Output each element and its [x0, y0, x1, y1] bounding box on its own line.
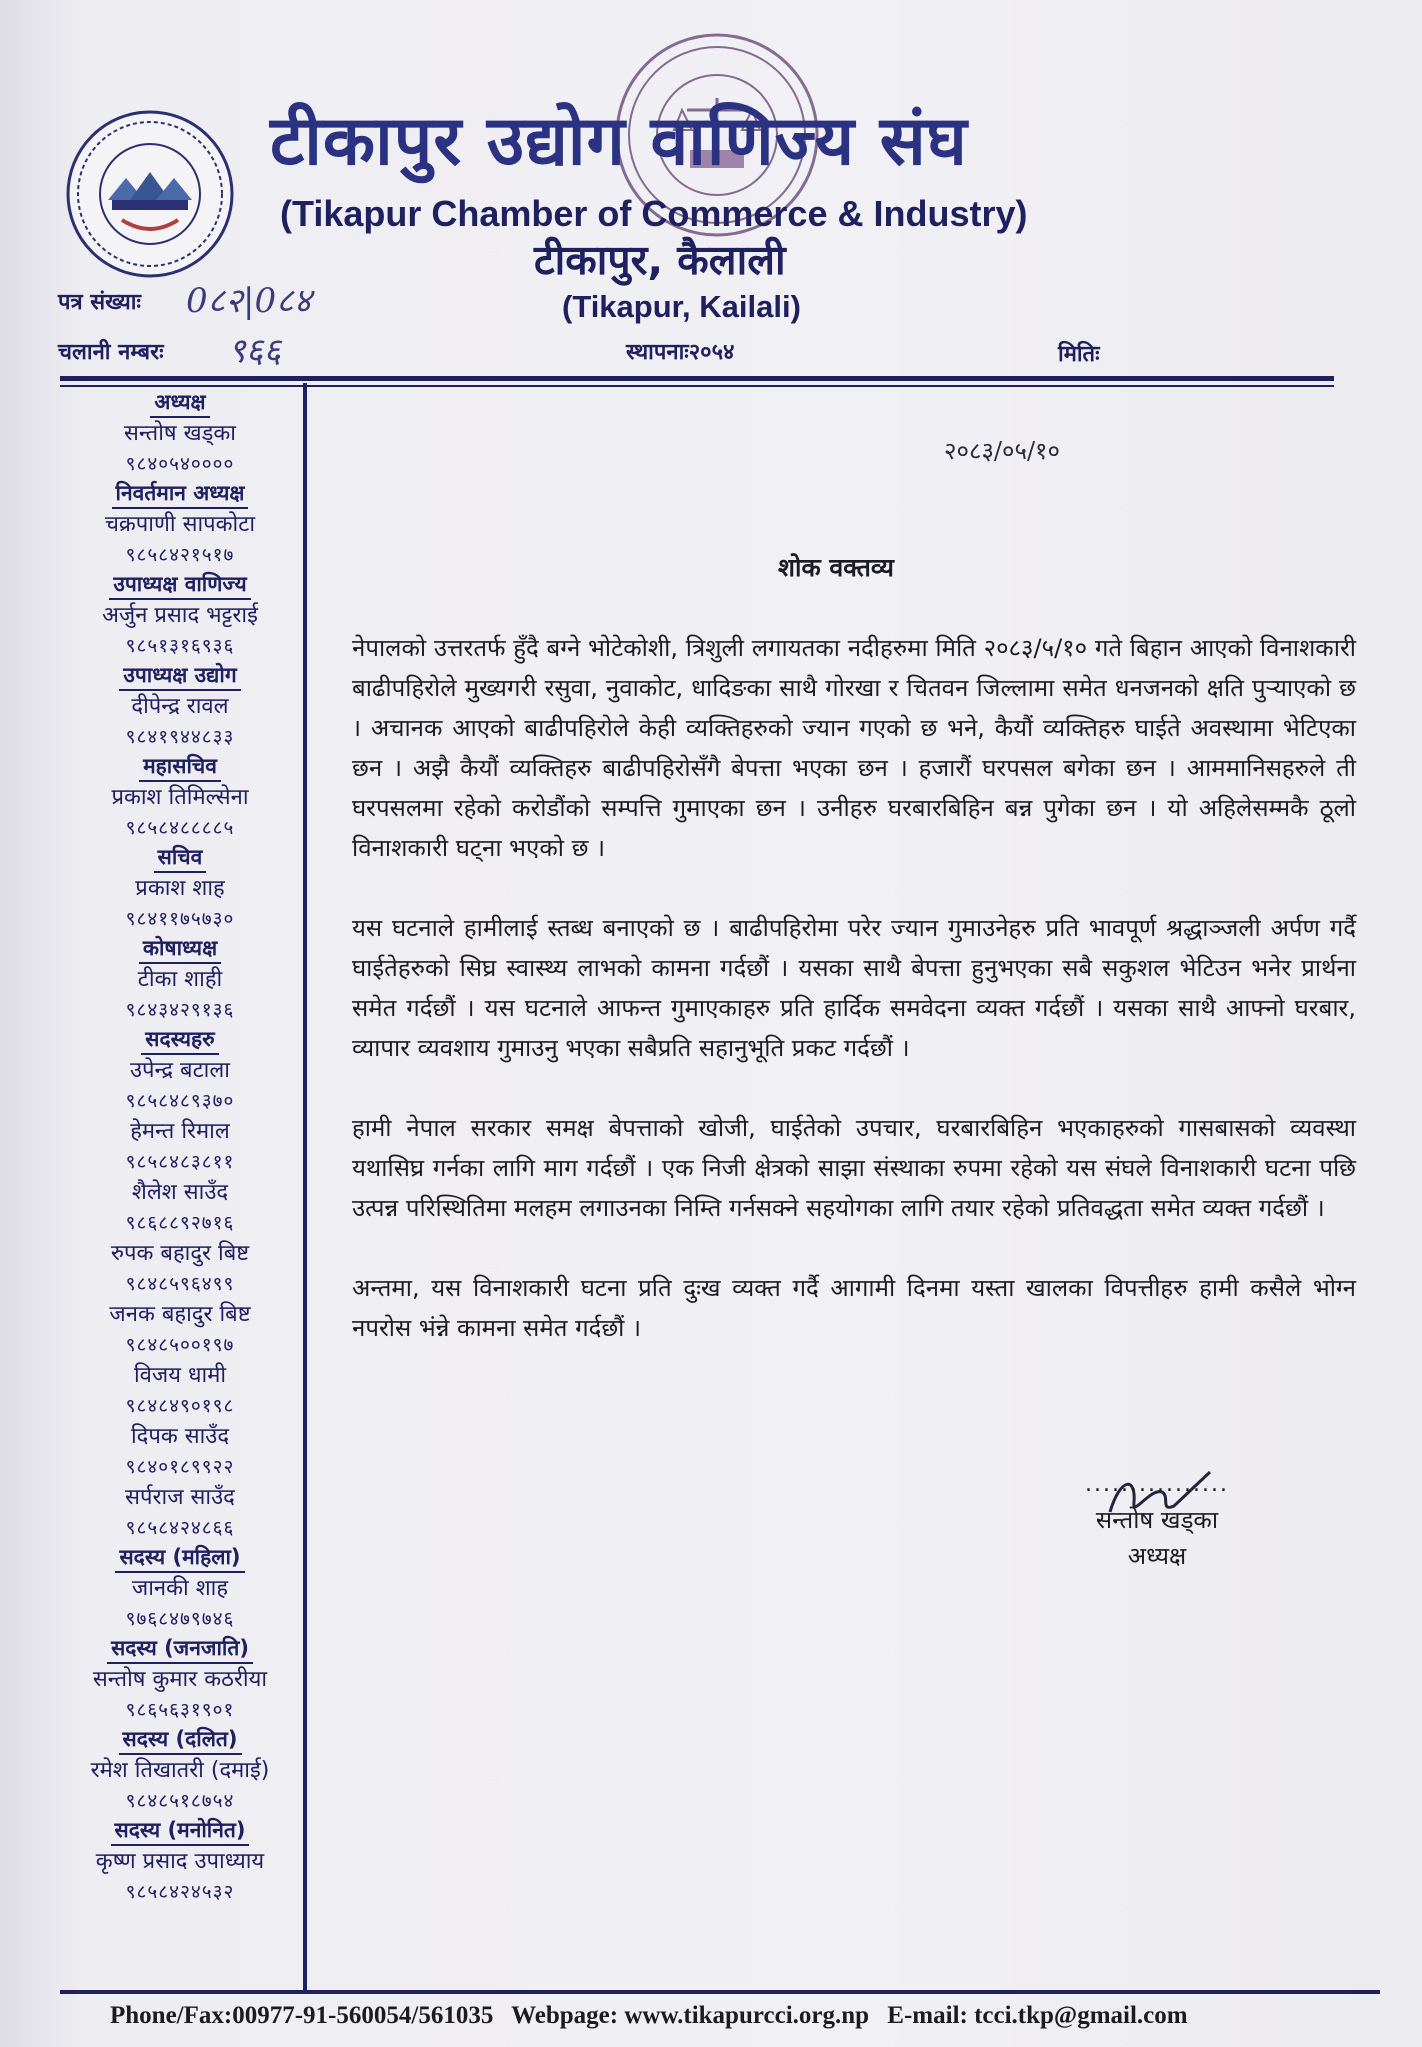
committee-role-title: महासचिव [139, 752, 221, 782]
signature-line: ................ [1085, 1472, 1229, 1497]
committee-member-name: जनक बहादुर बिष्ट [109, 1302, 251, 1327]
committee-member-phone: ९७६८४७९७४६ [125, 1608, 235, 1630]
letter-number-label: पत्र संख्याः [58, 290, 141, 315]
committee-member-name: रमेश तिखातरी (दमाई) [90, 1758, 270, 1783]
organization-name-nepali: टीकापुर उद्योग वाणिज्य संघ [270, 102, 968, 181]
committee-member-name: शैलेश साउँद [131, 1180, 229, 1205]
committee-role-title: सदस्य (महिला) [115, 1543, 244, 1573]
dispatch-number-value: ९६६ [228, 331, 282, 371]
committee-member-phone: ९८४३४२९१३६ [125, 999, 235, 1021]
signature-block [1062, 1468, 1252, 1574]
committee-group [60, 479, 300, 570]
signatory-name: सन्तोष खड्का [1095, 1506, 1219, 1534]
committee-group [60, 843, 300, 934]
left-seal-icon [64, 108, 236, 280]
committee-member-phone: ९८४११७५७३० [125, 908, 235, 930]
committee-group [60, 1816, 300, 1907]
committee-group [60, 388, 300, 479]
committee-role-title: निवर्तमान अध्यक्ष [112, 479, 249, 509]
committee-member-name: चक्रपाणी सापकोटा [104, 512, 256, 537]
committee-group [60, 1025, 300, 1543]
committee-group [60, 934, 300, 1025]
committee-role-title: अध्यक्ष [150, 388, 209, 418]
committee-member-phone: ९८५८४२१५१७ [125, 544, 235, 566]
committee-member-phone: ९८५८४२४५३२ [125, 1881, 235, 1903]
committee-member-phone: ९८६८८९२७१६ [125, 1212, 235, 1234]
committee-member-name: सन्तोष खड्का [124, 421, 236, 446]
committee-member-name: दीपेन्द्र रावल [131, 694, 229, 719]
header-divider-thin [60, 385, 1334, 387]
city-english: (Tikapur, Kailali) [562, 289, 801, 324]
committee-member-name: दिपक साउँद [130, 1424, 230, 1449]
committee-member-name: सर्पराज साउँद [125, 1485, 235, 1510]
committee-member-phone: ९८५८४२४८६६ [125, 1517, 235, 1539]
dispatch-number-label: चलानी नम्बरः [58, 340, 164, 365]
paragraph-4: अन्तमा, यस विनाशकारी घटना प्रति दुःख व्यक्त गर्दै आगामी दिनमा यस्ता खालका विपत्तीहरु हामी कसैले भोग्न नपरोस भंन्ने कामना समेत गर्दछौं । [352, 1274, 1356, 1342]
date-label: मितिः [1058, 342, 1100, 367]
paragraph-1: नेपालको उत्तरतर्फ हुँदै बग्ने भोटेकोशी, त्रिशुली लगायतका नदीहरुमा मिति २०८३/५/१० गते बिहान आएको विनाशकारी बाढीपहिरोले मुख्यगरी रसुवा, नुवाकोट, धादिङका साथै गोरखा र चितवन जिल्लामा समेत धनजनको क्षति पुर्‍याएको छ । अचानक आएको बाढीपहिरोले केही व्यक्तिहरुको ज्यान गएको छ भने, कैयौं व्यक्तिहरु घाईते अवस्थामा भेटिएका छन । अझै कैयौं व्यक्तिहरु बाढीपहिरोसँगै बेपत्ता भएका छन । हजारौं घरपसल बगेका छन । आममानिसहरुले ती घरपसलमा रहेको करोडौंको सम्पत्ति गुमाएका छन । उनीहरु घरबारबिहिन बन्न पुगेका छन । यो अहिलेसम्मकै ठूलो विनाशकारी घट्ना भएको छ । [352, 634, 1356, 862]
header-divider [60, 376, 1334, 381]
committee-member-phone: ९८५८४८८८८५ [125, 817, 235, 839]
committee-member-phone: ९८४०१८९९२२ [125, 1456, 235, 1478]
paragraph-2: यस घटनाले हामीलाई स्तब्ध बनाएको छ । बाढीपहिरोमा परेर ज्यान गुमाउनेहरु प्रति भावपूर्ण श्रद्धाञ्जली अर्पण गर्दै घाईतेहरुको सिघ्र स्वास्थ्य लाभको कामना गर्दछौं । यसका साथै बेपत्ता हुनुभएका सबै सकुशल भेटिउन भनेर प्रार्थना समेत गर्दछौं । यस घटनाले आफन्त गुमाएकाहरु प्रति हार्दिक समवेदना व्यक्त गर्दछौं । यसका साथै आफ्नो घरबार, व्यापार व्यवशाय गुमाउनु भएका सबैप्रति सहानुभूति प्रकट गर्दछौं । [352, 914, 1356, 1062]
committee-group [60, 1725, 300, 1816]
committee-member-name: टीका शाही [137, 967, 223, 992]
footer-email[interactable]: E-mail: tcci.tkp@gmail.com [887, 2002, 1188, 2029]
footer-divider [60, 1990, 1380, 1994]
sidebar-divider [303, 383, 307, 1990]
committee-group [60, 570, 300, 661]
letter-number-value: 0८२|0८४ [186, 281, 312, 321]
committee-member-name: सन्तोष कुमार कठरीया [92, 1667, 268, 1692]
committee-role-title: सदस्यहरु [141, 1025, 218, 1055]
committee-member-name: कृष्ण प्रसाद उपाध्याय [95, 1849, 265, 1874]
committee-sidebar [60, 388, 300, 1907]
committee-role-title: उपाध्यक्ष उद्योग [119, 661, 240, 691]
committee-member-phone: ९८४८५१८७५४ [125, 1790, 235, 1812]
committee-group [60, 752, 300, 843]
letter-body [352, 628, 1356, 1388]
committee-member-phone: ९८५८४८९३७० [125, 1090, 235, 1112]
committee-role-title: सदस्य (मनोनित) [111, 1816, 250, 1846]
city-nepali: टीकापुर, कैलाली [534, 236, 786, 284]
committee-role-title: उपाध्यक्ष वाणिज्य [109, 570, 250, 600]
committee-group [60, 1543, 300, 1634]
footer-phone: Phone/Fax:00977-91-560054/561035 [110, 2002, 494, 2029]
paragraph-3: हामी नेपाल सरकार समक्ष बेपत्ताको खोजी, घाईतेको उपचार, घरबारबिहिन भएकाहरुको गासबासको व्यवस्था यथासिघ्र गर्नका लागि माग गर्दछौं । एक निजी क्षेत्रको साझा संस्थाका रुपमा रहेको यस संघले विनाशकारी घटना पछि उत्पन्न परिस्थितिमा मलहम लगाउनका निम्ति गर्नसक्ने सहयोगका लागि तयार रहेको प्रतिवद्धता समेत व्यक्त गर्दछौं । [352, 1114, 1356, 1222]
established-year: स्थापनाः२०५४ [626, 340, 735, 365]
committee-member-phone: ९८४१९४४८३३ [125, 726, 235, 748]
committee-role-title: सचिव [154, 843, 207, 873]
committee-member-name: विजय धामी [133, 1363, 227, 1388]
committee-role-title: सदस्य (दलित) [119, 1725, 242, 1755]
footer-website[interactable]: Webpage: www.tikapurcci.org.np [511, 2002, 870, 2029]
committee-member-phone: ९८४०५४०००० [125, 453, 235, 475]
committee-member-name: प्रकाश शाह [135, 876, 225, 901]
committee-member-phone: ९८४८५००१९७ [125, 1334, 235, 1356]
committee-member-phone: ९८४८५९६४९९ [125, 1273, 235, 1295]
committee-member-phone: ९८६५६३१९०१ [125, 1699, 235, 1721]
contact-footer [110, 2002, 1400, 2030]
committee-role-title: कोषाध्यक्ष [139, 934, 221, 964]
committee-member-name: हेमन्त रिमाल [130, 1119, 230, 1144]
committee-member-phone: ९८५८४८३८११ [125, 1151, 235, 1173]
committee-member-phone: ९८४८४९०१९८ [125, 1395, 235, 1417]
organization-name-english: (Tikapur Chamber of Commerce & Industry) [280, 193, 1028, 234]
committee-member-phone: ९८५१३१६९३६ [125, 635, 235, 657]
committee-member-name: जानकी शाह [131, 1576, 229, 1601]
committee-member-name: उपेन्द्र बटाला [130, 1058, 230, 1083]
committee-group [60, 1634, 300, 1725]
letter-subject: शोक वक्तव्य [778, 553, 894, 582]
committee-role-title: सदस्य (जनजाति) [107, 1634, 253, 1664]
committee-member-name: प्रकाश तिमिल्सेना [111, 785, 249, 810]
committee-member-name: अर्जुन प्रसाद भट्टराई [102, 603, 258, 628]
committee-group [60, 661, 300, 752]
letter-date: २०८३/०५/१० [944, 437, 1061, 465]
signatory-role: अध्यक्ष [1127, 1542, 1187, 1570]
committee-member-name: रुपक बहादुर बिष्ट [110, 1241, 250, 1266]
